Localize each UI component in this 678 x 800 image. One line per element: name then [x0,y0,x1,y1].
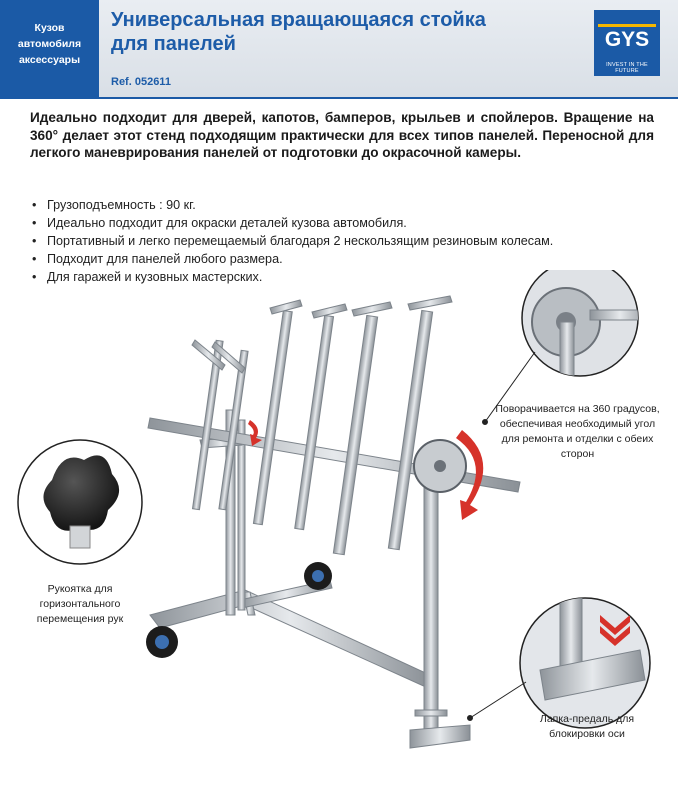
post-foot-plate [415,710,447,716]
gys-logo [594,10,660,76]
reference-number: Ref. 052611 [111,76,171,88]
arm-hook [408,296,452,310]
arm-hook [352,302,392,316]
category-line-1: Кузов [34,22,65,34]
post-foot [410,725,470,748]
feature-item: • Для гаражей и кузовных мастерских. [30,268,660,286]
panel-arm [295,315,334,529]
feature-item: • Идеально подходит для окраски деталей кузова автомобиля. [30,214,660,232]
panel-stand [148,296,520,748]
wheel-rear-hub [312,570,324,582]
title-area [99,0,678,98]
panel-arm [253,311,292,525]
knob-inset [18,440,142,564]
header-divider [0,97,678,99]
caption-rotate: Поворачивается на 360 градусов, обеспечивая необходимый угол для ремонта и отделки с обеих сторон [495,403,660,460]
caption-lock: Лапка-предаль для блокировки оси [539,713,635,740]
logo-text: GYS [604,28,650,51]
logo-tagline: INVEST IN THE FUTURE [606,62,648,74]
logo-accent-bar [598,24,656,27]
rotation-inset [522,270,650,392]
header [0,0,678,98]
lock-inset [520,590,650,728]
category-line-3: аксессуары [18,54,81,66]
right-post [424,455,438,735]
feature-item: • Грузоподъемность : 90 кг. [30,196,660,214]
intro-paragraph: Идеально подходит для дверей, капотов, бамперов, крыльев и спойлеров. Вращение на 360° делает этот стенд подходящим практически для всех типов панелей. Переносной для легкого маневрирования панелей от подготовки до окрасочной камеры. [30,110,654,160]
panel-arm [333,315,377,554]
feature-item: • Портативный и легко перемещаемый благодаря 2 нескользящим резиновым колесам. [30,232,660,250]
stand-base-frame [150,590,430,688]
page-title [111,8,581,56]
rotation-disc [414,440,466,492]
title-line-2: для панелей [111,33,236,55]
left-upright-rear [238,420,245,610]
wheel-front-hub [155,635,169,649]
category-line-2: автомобиля [17,38,82,50]
title-line-1: Универсальная вращающаяся стойка [111,9,486,31]
feature-item: • Подходит для панелей любого размера. [30,250,660,268]
caption-knob: Рукоятка для горизонтального перемещения рук [36,583,124,625]
category-box [0,0,99,98]
